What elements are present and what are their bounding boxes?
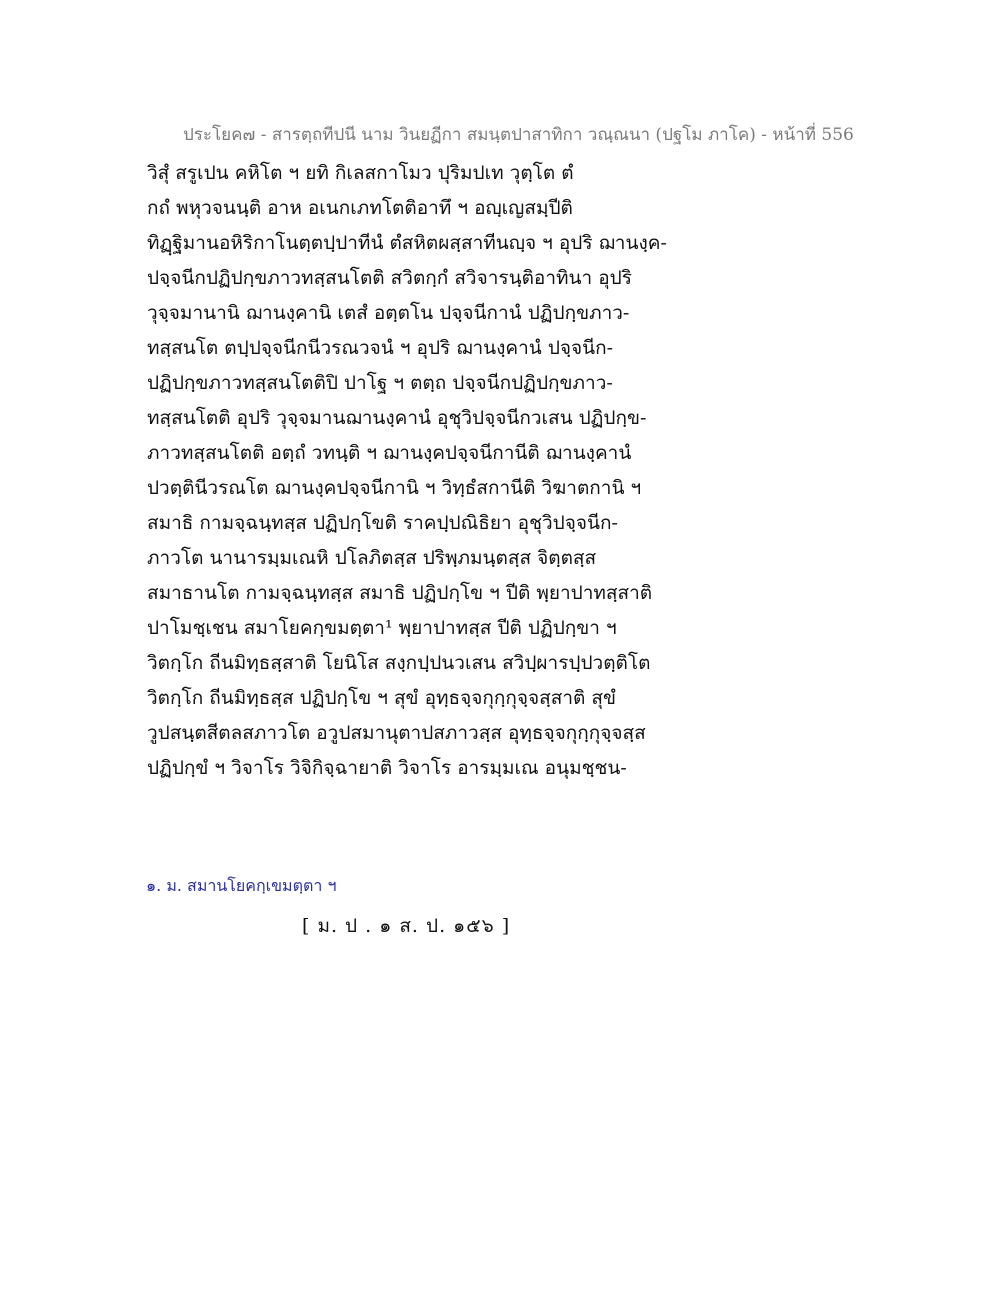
page-header: ประโยค๗ - สารตฺถทีปนี นาม วินยฏีกา สมนฺตปาสาทิกา วณฺณนา (ปฐโม ภาโค) - หน้าที่ 556 [183,125,854,145]
body-line: ปจฺจนีกปฏิปกฺขภาวทสฺสนโตติ สวิตกฺกํ สวิจารนฺติอาทินา อุปริ [147,267,632,289]
body-line: สมาธิ กามจฺฉนฺทสฺส ปฏิปกฺโขติ ราคปฺปณิธิยา อุชุวิปจฺจนีก- [147,512,618,534]
body-line: กถํ พหุวจนนฺติ อาห อเนกเภทโตติอาทึ ฯ อญฺเญสมฺปีติ [147,197,573,219]
body-line: ภาวทสฺสนโตติ อตฺถํ วทนฺติ ฯ ฌานงฺคปจฺจนีกานีติ ฌานงฺคานํ [147,442,632,464]
body-line: ปฏิปกฺขํ ฯ วิจาโร วิจิกิจฺฉายาติ วิจาโร อารมฺมเณ อนุมชฺชน- [147,757,627,779]
body-line: ปวตฺตินีวรณโต ฌานงฺคปจฺจนีกานิ ฯ วิทฺธํสกานีติ วิฆาตกานิ ฯ [147,477,642,499]
body-line: สมาธานโต กามจฺฉนฺทสฺส สมาธิ ปฏิปกฺโข ฯ ปีติ พฺยาปาทสฺสาติ [147,582,653,604]
body-line: ทิฏฺฐิมานอหิริกาโนตฺตปฺปาทีนํ ตํสหิตผสฺสาทีนญฺจ ฯ อุปริ ฌานงฺค- [147,232,667,254]
body-line: วิตกฺโก ถีนมิทฺธสฺสาติ โยนิโส สงฺกปฺปนวเสน สวิปฺผารปฺปวตฺติโต [147,652,651,674]
body-line: ปฏิปกฺขภาวทสฺสนโตติปิ ปาโฐ ฯ ตตฺถ ปจฺจนีกปฏิปกฺขภาว- [147,372,613,394]
body-line: ปาโมชฺเชน สมาโยคกฺขมตฺตา¹ พฺยาปาทสฺส ปีติ ปฏิปกฺขา ฯ [147,617,617,639]
body-line: ทสฺสนโตติ อุปริ วุจฺจมานฌานงฺคานํ อุชุวิปจฺจนีกวเสน ปฏิปกฺข- [147,407,647,429]
body-line: วูปสนฺตสีตลสภาวโต อวูปสมานุตาปสภาวสฺส อุทฺธจฺจกุกฺกุจฺจสฺส [147,722,646,744]
body-line: วุจฺจมานานิ ฌานงฺคานิ เตสํ อตฺตโน ปจฺจนีกานํ ปฏิปกฺขภาว- [147,302,630,324]
body-line: ภาวโต นานารมฺมเณหิ ปโลภิตสฺส ปริพฺภมนฺตสฺส จิตฺตสฺส [147,547,597,569]
page-reference: [ ม. ป . ๑ ส. ป. ๑๕๖ ] [302,915,511,937]
body-line: ทสฺสนโต ตปฺปจฺจนีกนีวรณวจนํ ฯ อุปริ ฌานงฺคานํ ปจฺจนีก- [147,337,614,359]
body-line: วิสุํ สรูเปน คหิโต ฯ ยทิ กิเลสกาโมว ปุริมปเท วุตฺโต ตํ [147,162,574,184]
body-line: วิตกฺโก ถีนมิทฺธสฺส ปฏิปกฺโข ฯ สุขํ อุทฺธจฺจกุกฺกุจฺจสฺสาติ สุขํ [147,687,616,709]
footnote: ๑. ม. สมานโยคกฺเขมตฺตา ฯ [146,876,337,895]
body-text [147,158,847,788]
